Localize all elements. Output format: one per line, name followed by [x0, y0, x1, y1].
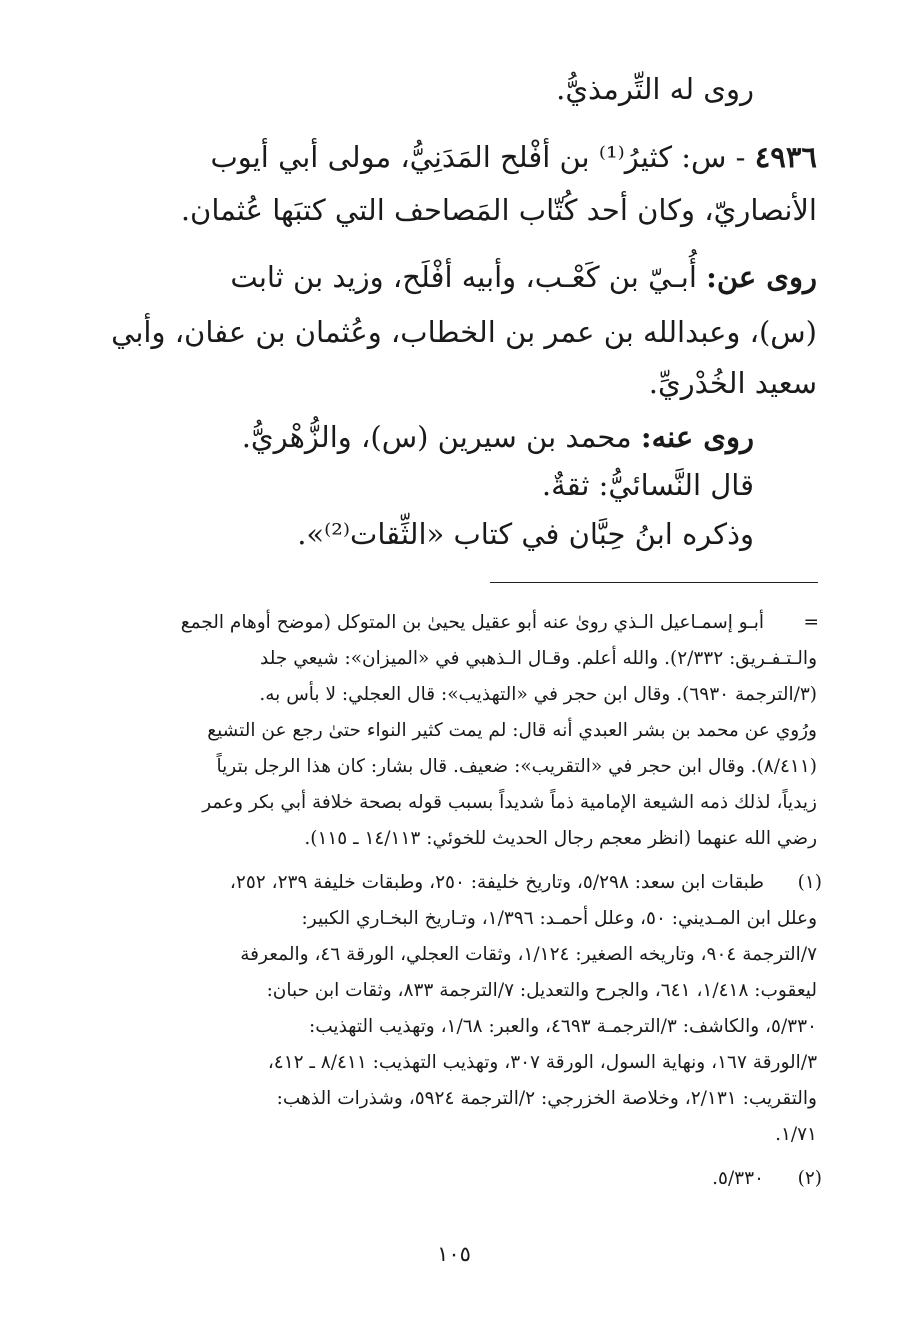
- footnote-1-line: ٧/الترجمة ٩٠٤، وتاريخه الصغير: ١/١٢٤، وثقات العجلي، الورقة ٤٦، والمعرفة: [240, 944, 817, 965]
- entry-heading-line: [210, 140, 817, 174]
- entry-number: ٤٩٣٦: [754, 140, 817, 174]
- footnote-1-line: ٣/الورقة ١٦٧، ونهاية السول، الورقة ٣٠٧، وتهذيب التهذيب: ٨/٤١١ ـ ٤١٢،: [267, 1052, 817, 1073]
- riwaya-anhu-text: محمد بن سيرين (س)، والزُّهْريُّ.: [241, 420, 632, 454]
- footnote-1-marker: (١): [797, 872, 822, 893]
- ibn-hibban-line: وذكره ابنُ حِبَّان في كتاب «الثِّقات⁽²⁾».: [297, 517, 754, 551]
- footnote-2-text: ٥/٣٣٠.: [712, 1168, 764, 1189]
- riwaya-anhu-label: روى عنه:: [640, 420, 754, 454]
- nasai-line: قال النَّسائيُّ: ثقةٌ.: [541, 468, 754, 502]
- page-number: ١٠٥: [437, 1242, 471, 1266]
- footnote-1-line: ليعقوب: ١/٤١٨، ٦٤١، والجرح والتعديل: ٧/الترجمة ٨٣٣، وثقات ابن حبان:: [266, 980, 817, 1001]
- footnote-cont-line: والـتـفـريق: ٢/٣٣٢). والله أعلم. وقـال الـذهبي في «الميزان»: شيعي جلد: [260, 648, 817, 669]
- footnote-cont-line: ورُوي عن محمد بن بشر العبدي أنه قال: لم يمت كثير النواء حتىٰ رجع عن التشيع: [207, 720, 817, 741]
- footnote-separator: [490, 582, 818, 583]
- riwaya-an-label: روى عن:: [706, 260, 817, 294]
- riwaya-anhu-line: [242, 420, 754, 454]
- footnote-1-line: وعلل ابن المـديني: ٥٠، وعلل أحمـد: ١/٣٩٦، وتـاريخ البخـاري الكبير:: [301, 908, 817, 929]
- footnote-cont-line: (٨/٤١١). وقال ابن حجر في «التقريب»: ضعيف. قال بشار: كان هذا الرجل بترياً: [216, 756, 817, 777]
- riwaya-an-line-1: [230, 260, 817, 294]
- main-line-ansari: الأنصاريّ، وكان أحد كُتّاب المَصاحف التي كتبَها عُثمان.: [180, 193, 817, 227]
- footnote-cont-line: رضي الله عنهما (انظر معجم رجال الحديث للخوئي: ١٤/١١٣ ـ ١١٥).: [304, 828, 817, 849]
- main-line-tirmidhi: روى له التِّرمذيُّ.: [556, 72, 754, 106]
- riwaya-an-text-1: أُبـيّ بن كَعْـب، وأبيه أفْلَح، وزيد بن ثابت: [230, 260, 697, 294]
- footnote-1-line: طبقات ابن سعد: ٥/٢٩٨، وتاريخ خليفة: ٢٥٠، وطبقات خليفة ٢٣٩، ٢٥٢،: [229, 872, 764, 893]
- footnote-1-line: ١/٧١.: [775, 1124, 817, 1145]
- footnote-1-line: والتقريب: ٢/١٣١، وخلاصة الخزرجي: ٢/الترجمة ٥٩٢٤، وشذرات الذهب:: [276, 1088, 817, 1109]
- entry-heading-text: - س: كثيرُ⁽¹⁾ بن أفْلح المَدَنِيُّ، مولى أبي أيوب: [210, 140, 746, 174]
- footnote-continuation-marker: =: [803, 612, 819, 633]
- riwaya-an-line-3: سعيد الخُدْريِّ.: [648, 366, 817, 400]
- footnote-2-marker: (٢): [797, 1168, 822, 1189]
- footnote-1-line: ٥/٣٣٠، والكاشف: ٣/الترجمـة ٤٦٩٣، والعبر: ١/٦٨، وتهذيب التهذيب:: [309, 1016, 817, 1037]
- riwaya-an-line-2: (س)، وعبدالله بن عمر بن الخطاب، وعُثمان بن عفان، وأبي: [111, 315, 817, 349]
- footnote-cont-line: (٣/الترجمة ٦٩٣٠). وقال ابن حجر في «التهذيب»: قال العجلي: لا بأس به.: [259, 684, 817, 705]
- footnote-cont-line: أبـو إسمـاعيل الـذي روىٰ عنه أبو عقيل يحيىٰ بن المتوكل (موضح أوهام الجمع: [180, 612, 764, 633]
- footnote-cont-line: زيدياً، لذلك ذمه الشيعة الإمامية ذماً شديداً بسبب قوله بصحة خلافة أبي بكر وعمر: [202, 792, 817, 813]
